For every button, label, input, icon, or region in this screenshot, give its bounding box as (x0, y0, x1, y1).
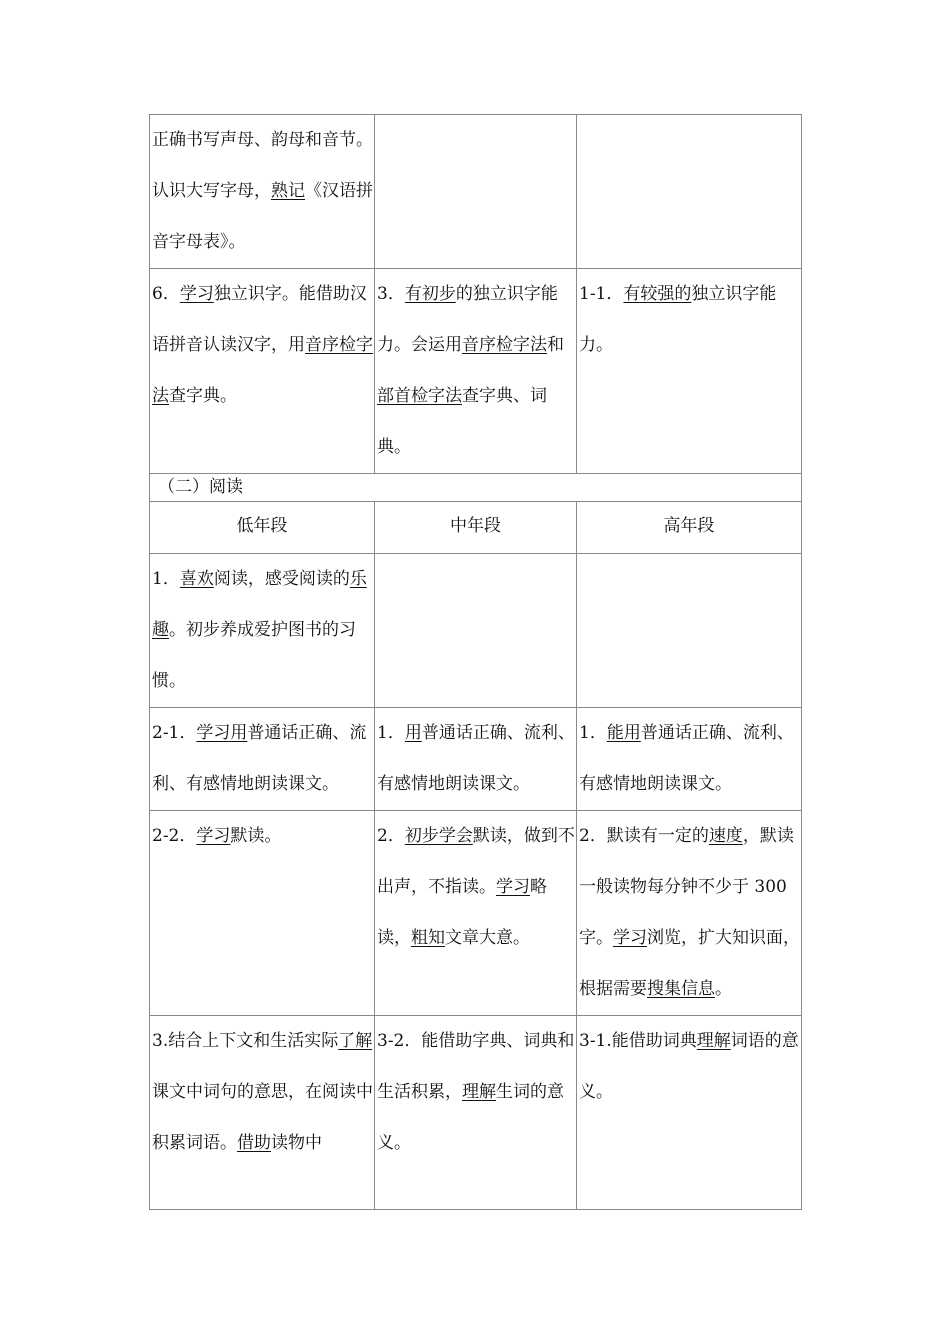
underlined-term: 初步学会 (404, 826, 473, 846)
header-high: 高年段 (577, 502, 802, 554)
underlined-term: 速度 (708, 826, 743, 846)
underlined-term: 借助 (237, 1133, 271, 1153)
table-row-reading-4 (150, 1016, 802, 1210)
section-row (150, 474, 802, 502)
underlined-term: 喜欢 (179, 569, 214, 589)
underlined-term: 部首检字法 (377, 386, 462, 406)
table-row-reading-2 (150, 708, 802, 811)
cell-r4-high: 3-1.能借助词典理解词语的意义。 (577, 1016, 802, 1210)
cell-pinyin-high (577, 115, 802, 269)
cell-pinyin-mid (375, 115, 577, 269)
table-row-shizi (150, 269, 802, 474)
cell-r2-high: 1．能用普通话正确、流利、有感情地朗读课文。 (577, 708, 802, 811)
cell-r1-low: 1．喜欢阅读，感受阅读的乐趣。初步养成爱护图书的习惯。 (150, 554, 375, 708)
underlined-term: 了解 (338, 1031, 373, 1051)
cell-r3-mid: 2．初步学会默读，做到不出声，不指读。学习略读，粗知文章大意。 (375, 811, 577, 1016)
cell-shizi-low: 6．学习独立识字。能借助汉语拼音认读汉字，用音序检字法查字典。 (150, 269, 375, 474)
underlined-term: 学习 (196, 826, 231, 846)
header-row (150, 502, 802, 554)
cell-r2-low: 2-1．学习用普通话正确、流利、有感情地朗读课文。 (150, 708, 375, 811)
underlined-term: 学习 (179, 284, 214, 304)
underlined-term: 理解 (462, 1082, 496, 1102)
underlined-term: 熟记 (271, 181, 305, 201)
table-row-pinyin (150, 115, 802, 269)
table-row-reading-1 (150, 554, 802, 708)
cell-r4-low: 3.结合上下文和生活实际了解课文中词句的意思，在阅读中积累词语。借助读物中 (150, 1016, 375, 1210)
cell-shizi-high: 1-1．有较强的独立识字能力。 (577, 269, 802, 474)
underlined-term: 学习用 (196, 723, 248, 743)
underlined-term: 乐趣 (152, 569, 367, 640)
cell-r3-high: 2．默读有一定的速度，默读一般读物每分钟不少于 300 字。学习浏览，扩大知识面，根据需要搜集信息。 (577, 811, 802, 1016)
cell-r1-high (577, 554, 802, 708)
cell-r4-mid: 3-2．能借助字典、词典和生活积累，理解生词的意义。 (375, 1016, 577, 1210)
underlined-term: 有初步 (404, 284, 456, 304)
header-low: 低年段 (150, 502, 375, 554)
underlined-term: 搜集信息 (647, 979, 715, 999)
underlined-term: 音序检字法 (462, 335, 547, 355)
table-row-reading-3 (150, 811, 802, 1016)
standards-table (149, 114, 802, 1210)
underlined-term: 用 (404, 723, 422, 743)
underlined-term: 粗知 (411, 928, 445, 948)
header-mid: 中年段 (375, 502, 577, 554)
cell-r1-mid (375, 554, 577, 708)
underlined-term: 有较强的 (623, 284, 692, 304)
underlined-term: 理解 (696, 1031, 731, 1051)
cell-r3-low: 2-2．学习默读。 (150, 811, 375, 1016)
cell-shizi-mid: 3．有初步的独立识字能力。会运用音序检字法和部首检字法查字典、词典。 (375, 269, 577, 474)
section-title: （二）阅读 (150, 474, 802, 502)
cell-r2-mid: 1．用普通话正确、流利、有感情地朗读课文。 (375, 708, 577, 811)
underlined-term: 能用 (606, 723, 641, 743)
cell-pinyin-low: 正确书写声母、韵母和音节。认识大写字母，熟记《汉语拼音字母表》。 (150, 115, 375, 269)
underlined-term: 学习 (613, 928, 647, 948)
underlined-term: 音序检字法 (152, 335, 373, 406)
underlined-term: 学习 (496, 877, 530, 897)
